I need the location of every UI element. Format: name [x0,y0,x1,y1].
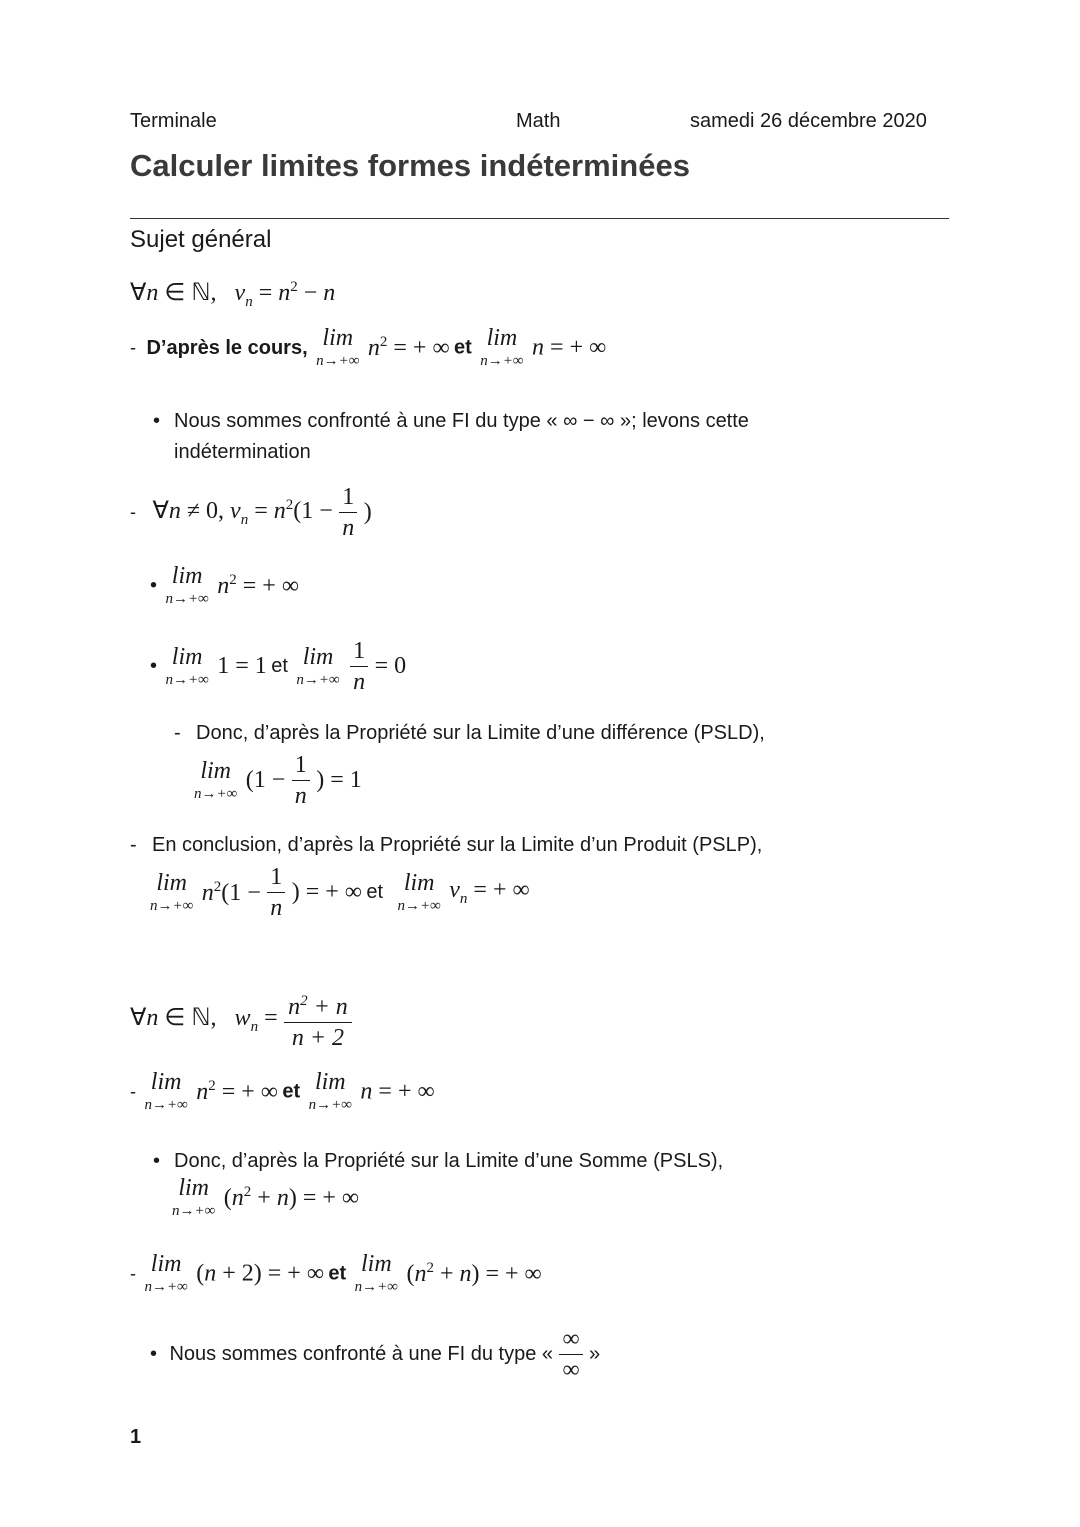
step-lim-parts: - lim n→+∞ $n^2$ = + ∞ et lim n→+∞ n = + ∞ [130,1069,435,1113]
title-divider [130,218,949,219]
fraction: $\frac{1}{n}$ [350,636,368,697]
step-factor: - ∀n ≠ 0, $v_n = n^2(1$ − $\frac{1}{n}$ ) [130,484,372,541]
page-title: Calculer limites formes indéterminées [130,148,690,183]
lim-symbol: lim n→+∞ [150,869,194,914]
lim-symbol: lim n→+∞ [144,1251,188,1295]
and-word: et [282,1080,301,1103]
step-num-den: - lim n→+∞ (n + 2) = + ∞ et lim n→+∞ $(n^2 + n)$ = + ∞ [130,1251,542,1295]
fraction: $\frac{1}{n}$ [339,482,357,543]
fi2-close: » [589,1343,601,1365]
lim-symbol: lim n→+∞ [397,869,441,914]
cours-label: D’après le cours, [146,336,308,359]
step-cours: - D’après le cours, lim n→+∞ $n^2$ = + ∞ et lim n→+∞ n = + ∞ [130,325,607,369]
and-word: et [328,1262,347,1285]
header-subject: Math [516,110,561,132]
def-vn: ∀n ∈ ℕ, $v_n = n^2 - n$ [130,279,336,310]
lim-symbol: lim n→+∞ [354,1251,398,1295]
fraction: $\frac{\infty}{\infty}$ [559,1324,582,1385]
lim-symbol: lim n→+∞ [480,325,524,369]
dash: - [174,722,181,744]
step-lim-1-over-n: • lim n→+∞ 1 = 1 et lim n→+∞ $\frac{1}{n}$ = 0 [150,638,407,695]
lim-symbol: lim n→+∞ [194,757,238,802]
bullet: • [153,410,161,432]
lim-symbol: lim n→+∞ [165,563,209,607]
and-word: et [454,336,472,359]
fraction: $\frac{n^2 + n}{n + 2}$ [284,986,352,1053]
fi-text-cont: indétermination [174,441,311,463]
page-number: 1 [130,1426,142,1448]
def-wn: ∀n ∈ ℕ, $w_n$ = $\frac{n^2 + n}{n + 2}$ [130,986,354,1053]
fraction: $\frac{1}{n}$ [267,862,285,923]
psls-text: Donc, d’après la Propriété sur la Limite d’une Somme (PSLS), [174,1150,724,1172]
pslp-formula: lim n→+∞ $n^2(1$ − $\frac{1}{n}$ ) = + ∞ et lim n→+∞ $v_n$ = + ∞ [150,864,530,921]
lim-symbol: lim n→+∞ [165,643,209,688]
fi2-text: Nous sommes confronté à une FI du type « [169,1343,554,1365]
lim-symbol: lim n→+∞ [144,1069,188,1113]
section-heading: Sujet général [130,226,272,253]
et-word: et [366,881,384,903]
fi-text: Nous sommes confronté à une FI du type « ∞ − ∞ »; levons cette [174,410,749,432]
bullet: • [153,1150,161,1172]
step-lim-n2: • lim n→+∞ $n^2$ = + ∞ [150,563,299,607]
lim-symbol: lim n→+∞ [172,1175,216,1219]
header-date: samedi 26 décembre 2020 [690,110,927,132]
fraction: $\frac{1}{n}$ [292,750,310,811]
psld-text: Donc, d’après la Propriété sur la Limite d’une différence (PSLD), [196,722,765,744]
lim-symbol: lim n→+∞ [308,1069,352,1113]
et-word: et [271,655,288,677]
header-class: Terminale [130,110,217,132]
psld-formula: lim n→+∞ (1 − $\frac{1}{n}$ ) = 1 [194,752,362,809]
pslp-text: En conclusion, d’après la Propriété sur la Limite d’un Produit (PSLP), [152,834,763,856]
step-fi-inf-inf: • Nous sommes confronté à une FI du type « $\frac{\infty}{\infty}$ » [150,1326,601,1383]
dash: - [130,834,137,856]
psls-formula: lim n→+∞ $(n^2 + n)$ = + ∞ [172,1175,359,1219]
lim-symbol: lim n→+∞ [316,325,360,369]
lim-symbol: lim n→+∞ [296,643,340,688]
